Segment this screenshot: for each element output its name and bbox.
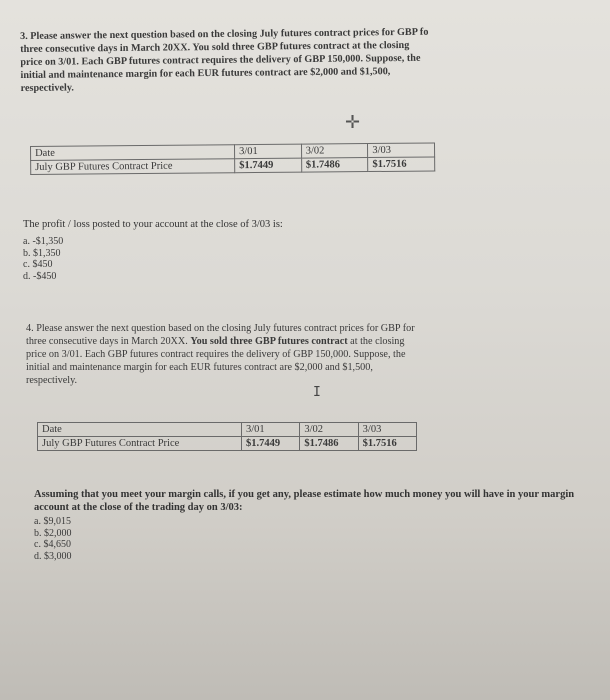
q3-line1: 3. Please answer the next question based on the closing July futures contract prices for GBP fo [20,26,429,42]
q4-line5: respectively. [26,375,78,386]
q4-sold-text: You sold three GBP futures contract [190,336,348,347]
option-c[interactable]: c. $4,650 [34,539,71,550]
q3-line4: initial and maintenance margin for each EUR futures contract are $2,000 and $1,500, [20,66,391,81]
date-header: Date [31,145,235,161]
table-row [38,423,417,437]
q3-line2-text: three consecutive days in March 20XX. [20,42,191,55]
price-cell: $1.7449 [235,158,302,173]
option-b[interactable]: b. $2,000 [34,527,72,539]
question-4-intro [26,322,591,387]
q3-question: The profit / loss posted to your account at the close of 3/03 is: [23,219,283,230]
crosshair-cursor-icon: ✛ [345,112,361,133]
option-c[interactable]: c. $450 [23,259,53,270]
price-label: July GBP Futures Contract Price [31,159,235,175]
q3-options [23,236,63,282]
price-cell: $1.7516 [358,437,416,451]
question-3-intro [20,24,606,95]
q4-line2 [26,335,591,348]
date-cell: 3/02 [300,423,358,437]
date-cell: 3/02 [301,144,368,159]
q4-options [34,516,72,562]
table-row [31,157,435,175]
q3-price-table [30,142,435,175]
q4-line4: initial and maintenance margin for each EUR futures contract are $2,000 and $1,500, [26,362,373,373]
q4-line2-text: three consecutive days in March 20XX. [26,336,188,347]
q4-price-table [37,422,417,451]
price-cell: $1.7449 [242,437,300,451]
option-d[interactable]: d. -$450 [23,270,57,282]
price-cell: $1.7486 [301,158,368,173]
date-cell: 3/03 [358,423,416,437]
option-a[interactable]: a. -$1,350 [23,236,64,247]
q3-sold-text: You sold three GBP futures contract at the closing [190,39,410,54]
q3-line5: respectively. [20,82,74,94]
price-cell: $1.7486 [300,437,358,451]
q3-line3: price on 3/01. Each GBP futures contract requires the delivery of GBP 150,000. Suppose, the [20,52,421,68]
table-row [38,437,417,451]
q4-line1: 4. Please answer the next question based on the closing July futures contract prices for GBP for [26,323,415,334]
q4-tail-text: at the closing [347,336,405,347]
option-a[interactable]: a. $9,015 [34,516,71,527]
text-cursor-icon: I [313,385,321,400]
option-b[interactable]: b. $1,350 [23,247,61,259]
q4-line3: price on 3/01. Each GBP futures contract requires the delivery of GBP 150,000. Suppose, the [26,349,406,360]
q4-question: Assuming that you meet your margin calls, if you get any, please estimate how much money you will have in your margin account at the close of the trading day on 3/03: [34,489,575,513]
price-label: July GBP Futures Contract Price [38,437,242,451]
date-cell: 3/03 [368,143,435,158]
price-cell: $1.7516 [368,157,435,172]
date-cell: 3/01 [234,144,301,159]
date-cell: 3/01 [242,423,300,437]
date-header: Date [38,423,242,437]
option-d[interactable]: d. $3,000 [34,550,72,562]
